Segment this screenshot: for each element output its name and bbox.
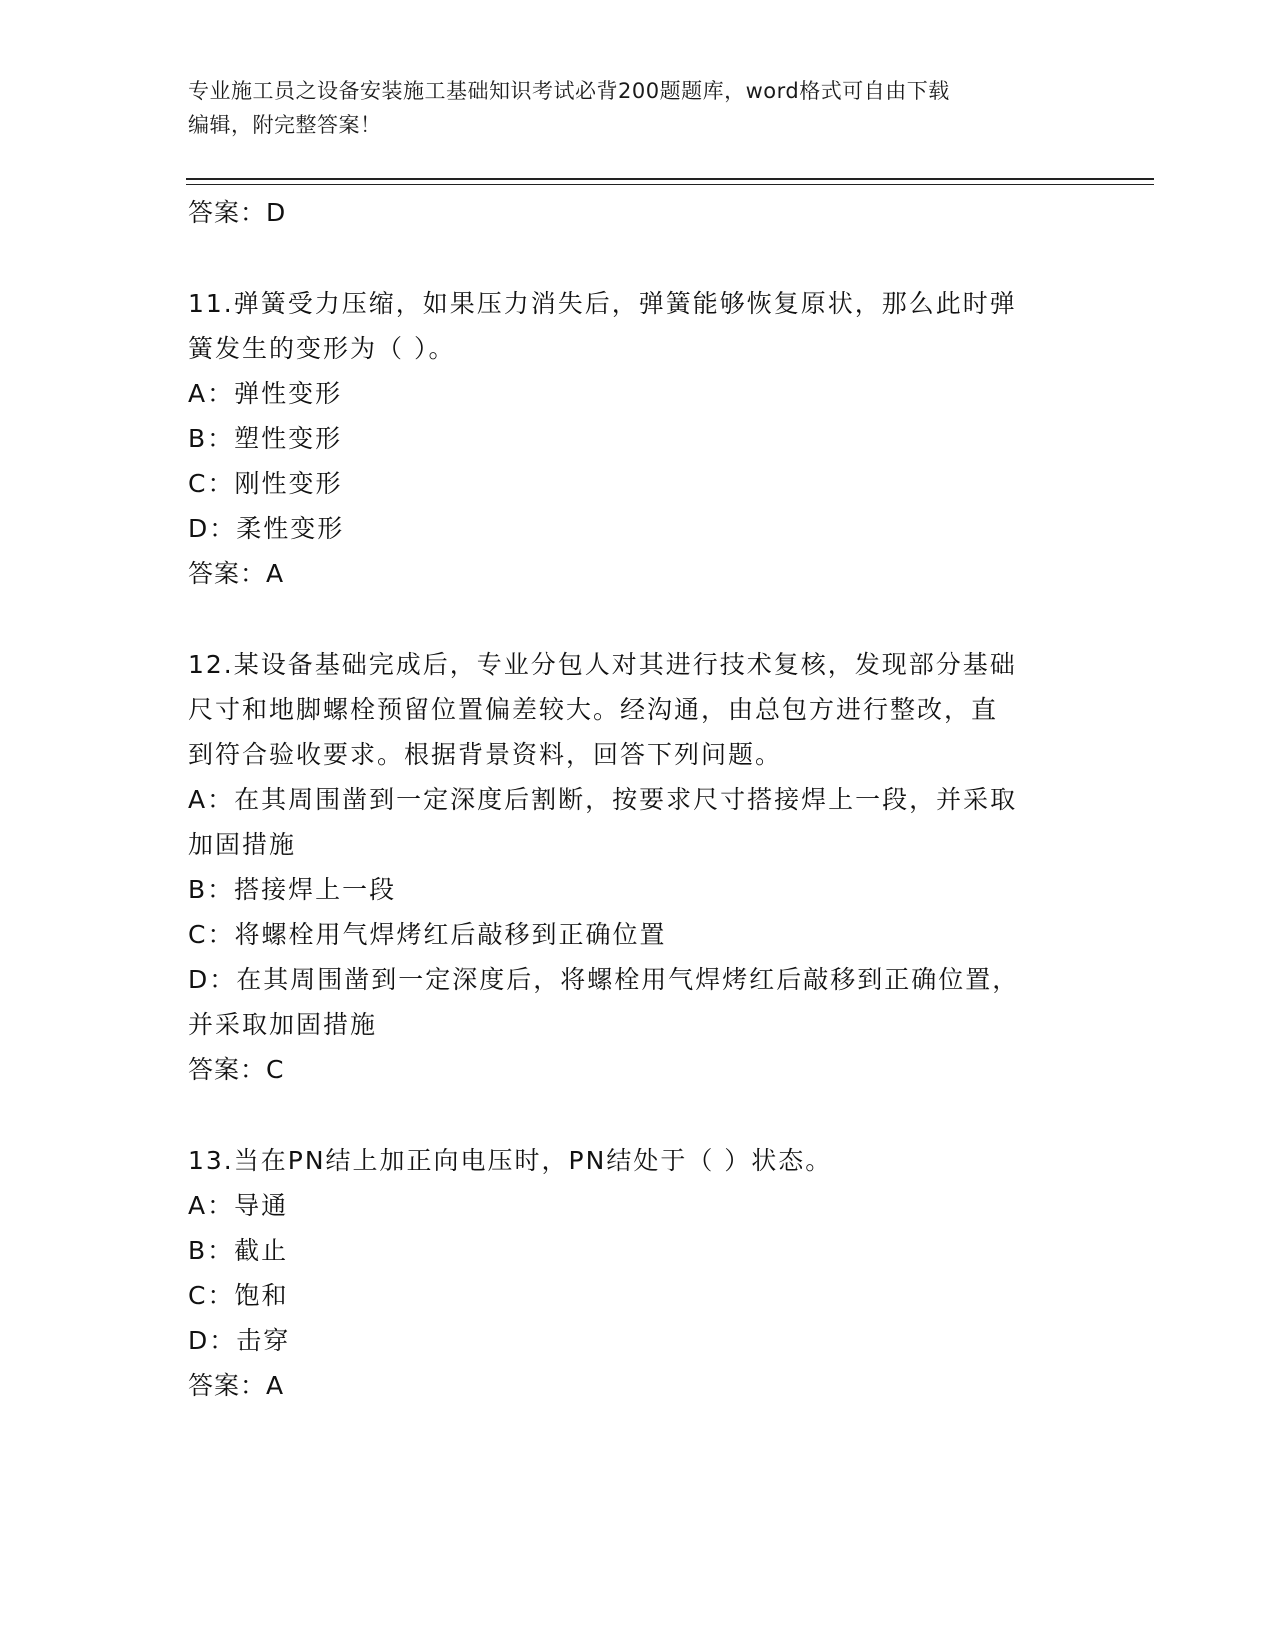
option-a-continued: 加固措施 <box>188 830 297 859</box>
header-line-2: 编辑，附完整答案！ <box>188 113 382 137</box>
answer-line: 答案：A <box>188 559 285 588</box>
option-c: C：刚性变形 <box>188 469 343 498</box>
option-d: D：在其周围凿到一定深度后，将螺栓用气焊烤红后敲移到正确位置， <box>188 965 1020 994</box>
option-a: A：在其周围凿到一定深度后割断，按要求尺寸搭接焊上一段，并采取 <box>188 785 1018 814</box>
answer-line: 答案：D <box>188 198 287 227</box>
question-block <box>188 1138 1088 1408</box>
question-stem-line: 13.当在PN结上加正向电压时，PN结处于（ ）状态。 <box>188 1146 833 1175</box>
question-block <box>188 642 1088 1092</box>
question-stem-line: 簧发生的变形为（ ）。 <box>188 334 456 363</box>
option-b: B：截止 <box>188 1236 289 1265</box>
option-d: D：柔性变形 <box>188 514 345 543</box>
option-d-continued: 并采取加固措施 <box>188 1010 378 1039</box>
question-stem-line: 到符合验收要求。根据背景资料，回答下列问题。 <box>188 740 783 769</box>
option-a: A：导通 <box>188 1191 289 1220</box>
question-stem-line: 12.某设备基础完成后，专业分包人对其进行技术复核，发现部分基础 <box>188 650 1017 679</box>
option-b: B：塑性变形 <box>188 424 343 453</box>
question-block <box>188 281 1088 596</box>
header-line-1: 专业施工员之设备安装施工基础知识考试必背200题题库，word格式可自由下载 <box>188 79 950 103</box>
answer-line: 答案：C <box>188 1055 285 1084</box>
document-header <box>188 74 1068 142</box>
option-c: C：饱和 <box>188 1281 289 1310</box>
option-c: C：将螺栓用气焊烤红后敲移到正确位置 <box>188 920 667 949</box>
header-divider-thick <box>186 178 1154 180</box>
header-divider-thin <box>186 184 1154 185</box>
question-list <box>188 190 1088 1408</box>
option-b: B：搭接焊上一段 <box>188 875 397 904</box>
answer-line: 答案：A <box>188 1371 285 1400</box>
option-d: D：击穿 <box>188 1326 291 1355</box>
option-a: A：弹性变形 <box>188 379 343 408</box>
question-stem-line: 尺寸和地脚螺栓预留位置偏差较大。经沟通，由总包方进行整改，直 <box>188 695 999 724</box>
question-stem-line: 11.弹簧受力压缩，如果压力消失后，弹簧能够恢复原状，那么此时弹 <box>188 289 1017 318</box>
